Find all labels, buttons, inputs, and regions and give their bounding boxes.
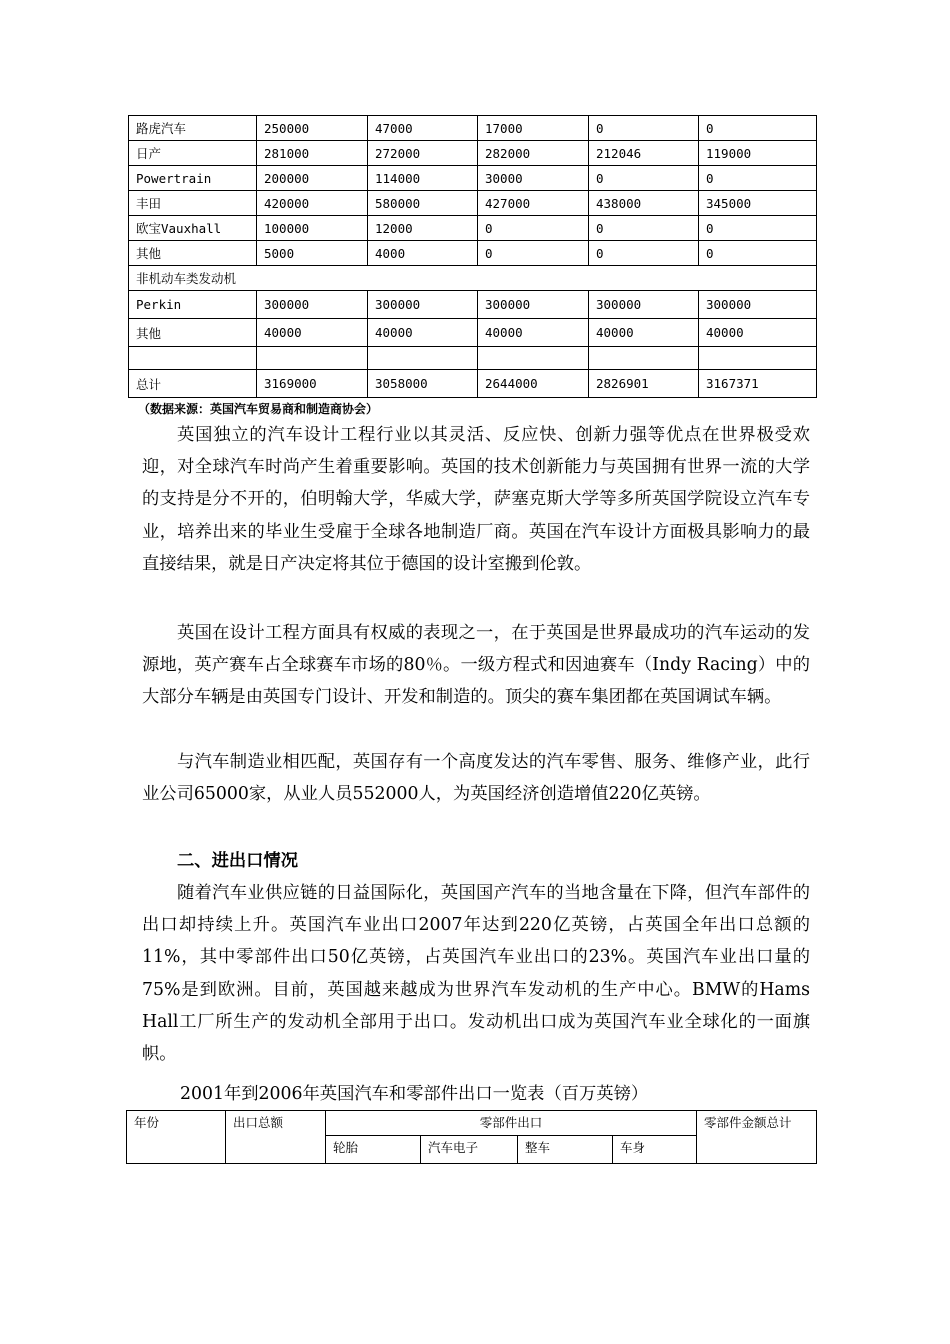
table-cell: 580000 bbox=[368, 191, 478, 216]
header-cell-vehicles: 整车 bbox=[518, 1136, 613, 1164]
table-cell: 40000 bbox=[589, 319, 699, 347]
table-cell: 欧宝Vauxhall bbox=[129, 216, 257, 241]
paragraph-aftermarket: 与汽车制造业相匹配，英国存有一个高度发达的汽车零售、服务、维修产业，此行业公司65000家，从业人员552000人，为英国经济创造增值220亿英镑。 bbox=[142, 752, 810, 805]
table-cell: 300000 bbox=[589, 291, 699, 319]
table-section-label: 非机动车类发动机 bbox=[129, 266, 817, 291]
table-cell: 427000 bbox=[478, 191, 589, 216]
table-cell bbox=[368, 347, 478, 370]
export-table-title: 2001年到2006年英国汽车和零部件出口一览表（百万英镑） bbox=[180, 1084, 649, 1104]
table-cell: 47000 bbox=[368, 116, 478, 141]
header-cell-total: 出口总额 bbox=[226, 1111, 326, 1164]
table-cell: 0 bbox=[589, 216, 699, 241]
table-cell: 丰田 bbox=[129, 191, 257, 216]
header-cell-tires: 轮胎 bbox=[326, 1136, 421, 1164]
table-cell: 5000 bbox=[257, 241, 368, 266]
paragraph-motorsport: 英国在设计工程方面具有权威的表现之一，在于英国是世界最成功的汽车运动的发源地，英产赛车占全球赛车市场的80％。一级方程式和因迪赛车（Indy Racing）中的大部分车辆是由英国专门设计、开发和制造的。顶尖的赛车集团都在英国调试车辆。 bbox=[142, 623, 810, 708]
table-cell: 420000 bbox=[257, 191, 368, 216]
table-cell bbox=[129, 347, 257, 370]
table-cell: 281000 bbox=[257, 141, 368, 166]
table-cell bbox=[257, 347, 368, 370]
table-cell: 40000 bbox=[368, 319, 478, 347]
table-cell: 日产 bbox=[129, 141, 257, 166]
table-cell: 300000 bbox=[257, 291, 368, 319]
table-cell: 3169000 bbox=[257, 370, 368, 398]
export-table bbox=[126, 1110, 817, 1164]
table-cell bbox=[589, 347, 699, 370]
table-cell: 3167371 bbox=[699, 370, 817, 398]
table-cell: 40000 bbox=[699, 319, 817, 347]
table-cell: 200000 bbox=[257, 166, 368, 191]
table-cell: 282000 bbox=[478, 141, 589, 166]
table-cell: 其他 bbox=[129, 241, 257, 266]
table-cell: 345000 bbox=[699, 191, 817, 216]
table-row bbox=[129, 116, 817, 141]
table-cell: 250000 bbox=[257, 116, 368, 141]
table-cell: 0 bbox=[699, 241, 817, 266]
table-empty-row bbox=[129, 347, 817, 370]
header-cell-year: 年份 bbox=[127, 1111, 226, 1164]
paragraph-design: 英国独立的汽车设计工程行业以其灵活、反应快、创新力强等优点在世界极受欢迎，对全球汽车时尚产生着重要影响。英国的技术创新能力与英国拥有世界一流的大学的支持是分不开的，伯明翰大学，华威大学，萨塞克斯大学等多所英国学院设立汽车专业，培养出来的毕业生受雇于全球各地制造厂商。英国在汽车设计方面极具影响力的最直接结果，就是日产决定将其位于德国的设计室搬到伦敦。 bbox=[142, 425, 810, 574]
table-cell: 0 bbox=[478, 216, 589, 241]
table-row bbox=[129, 191, 817, 216]
table-row bbox=[129, 141, 817, 166]
table-cell: 0 bbox=[699, 216, 817, 241]
paragraph-export: 随着汽车业供应链的日益国际化，英国国产汽车的当地含量在下降，但汽车部件的出口却持续上升。英国汽车业出口2007年达到220亿英镑，占英国全年出口总额的11%，其中零部件出口50亿英镑，占英国汽车业出口的23%。英国汽车业出口量的75%是到欧洲。目前，英国越来越成为世界汽车发动机的生产中心。BMW的Hams Hall工厂所生产的发动机全部用于出口。发动机出口成为英国汽车业全球化的一面旗帜。 bbox=[142, 883, 810, 1065]
table-cell: Perkin bbox=[129, 291, 257, 319]
header-cell-body: 车身 bbox=[613, 1136, 697, 1164]
table-cell: 3058000 bbox=[368, 370, 478, 398]
table-total-row bbox=[129, 370, 817, 398]
table-cell: 119000 bbox=[699, 141, 817, 166]
table-row bbox=[129, 216, 817, 241]
table-cell: 0 bbox=[699, 166, 817, 191]
header-cell-electronics: 汽车电子 bbox=[421, 1136, 518, 1164]
table-cell: 40000 bbox=[257, 319, 368, 347]
table-cell: 40000 bbox=[478, 319, 589, 347]
table-cell: 17000 bbox=[478, 116, 589, 141]
table-row bbox=[129, 166, 817, 191]
section-heading: 二、进出口情况 bbox=[177, 851, 298, 871]
table-cell bbox=[478, 347, 589, 370]
table-cell: 300000 bbox=[368, 291, 478, 319]
header-cell-parts-total: 零部件金额总计 bbox=[697, 1111, 817, 1164]
table-cell: 272000 bbox=[368, 141, 478, 166]
engine-production-table bbox=[128, 115, 817, 398]
table-cell: 其他 bbox=[129, 319, 257, 347]
table-cell: 100000 bbox=[257, 216, 368, 241]
header-cell-parts: 零部件出口 bbox=[326, 1111, 697, 1136]
table-row bbox=[129, 241, 817, 266]
table-cell: 12000 bbox=[368, 216, 478, 241]
table-cell: 2826901 bbox=[589, 370, 699, 398]
table-cell: 路虎汽车 bbox=[129, 116, 257, 141]
table-cell: 114000 bbox=[368, 166, 478, 191]
table-section-row bbox=[129, 266, 817, 291]
table-cell: 总计 bbox=[129, 370, 257, 398]
table-cell: Powertrain bbox=[129, 166, 257, 191]
table-cell bbox=[699, 347, 817, 370]
table-row bbox=[129, 319, 817, 347]
table-header-row bbox=[127, 1111, 817, 1136]
table-cell: 212046 bbox=[589, 141, 699, 166]
table-cell: 438000 bbox=[589, 191, 699, 216]
table-cell: 0 bbox=[589, 116, 699, 141]
table-source-caption: （数据来源：英国汽车贸易商和制造商协会） bbox=[138, 402, 379, 416]
table-cell: 2644000 bbox=[478, 370, 589, 398]
table-row bbox=[129, 291, 817, 319]
table-cell: 0 bbox=[478, 241, 589, 266]
table-cell: 4000 bbox=[368, 241, 478, 266]
table-cell: 0 bbox=[699, 116, 817, 141]
table-cell: 300000 bbox=[478, 291, 589, 319]
table-cell: 0 bbox=[589, 166, 699, 191]
table-cell: 300000 bbox=[699, 291, 817, 319]
table-cell: 30000 bbox=[478, 166, 589, 191]
table-cell: 0 bbox=[589, 241, 699, 266]
